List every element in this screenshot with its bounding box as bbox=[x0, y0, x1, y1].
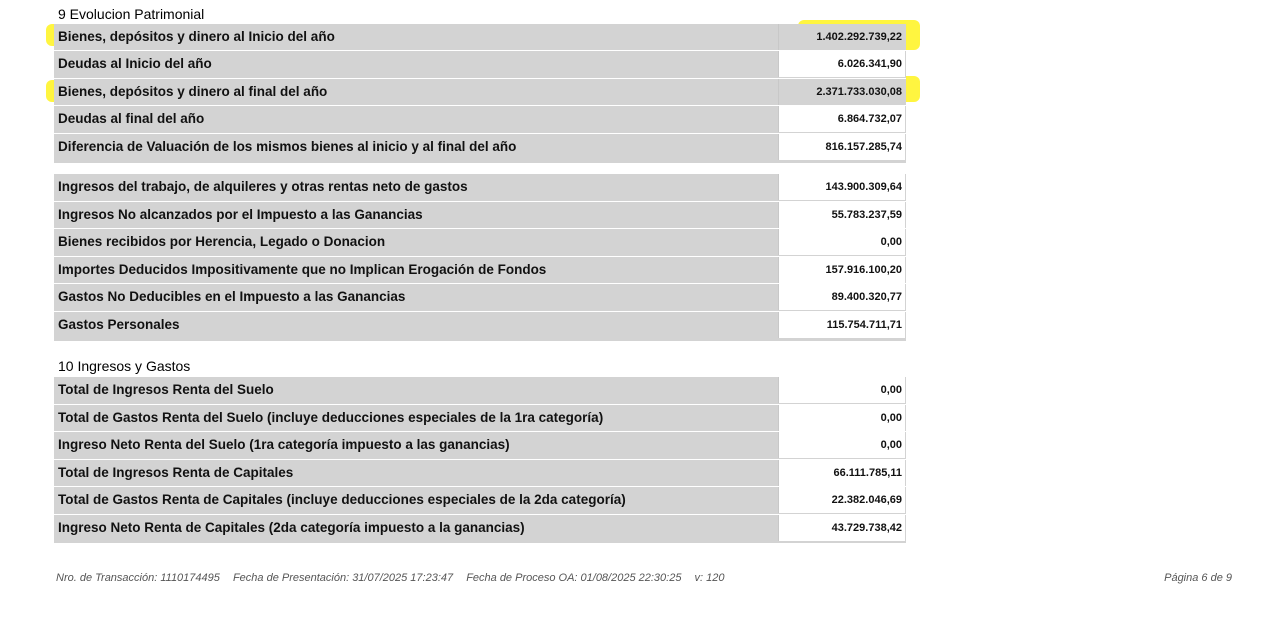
row-value: 43.729.738,42 bbox=[778, 515, 905, 541]
table-row bbox=[54, 79, 906, 106]
row-label: Gastos No Deducibles en el Impuesto a las Ganancias bbox=[58, 289, 406, 304]
row-value: 816.157.285,74 bbox=[778, 134, 905, 160]
table-row bbox=[54, 377, 906, 405]
table-row bbox=[54, 432, 906, 460]
table-row bbox=[54, 487, 906, 515]
presentation-date: Fecha de Presentación: 31/07/2025 17:23:47 bbox=[232, 572, 454, 584]
table-row bbox=[54, 515, 906, 543]
row-value: 55.783.237,59 bbox=[778, 202, 905, 228]
row-label: Gastos Personales bbox=[58, 317, 180, 332]
table-row bbox=[54, 24, 906, 51]
table-row bbox=[54, 284, 906, 312]
row-value: 157.916.100,20 bbox=[778, 257, 905, 283]
ingresos-gastos-table bbox=[54, 377, 906, 543]
row-value: 0,00 bbox=[778, 405, 905, 431]
table-row bbox=[54, 257, 906, 284]
table-row bbox=[54, 312, 906, 340]
row-label: Total de Gastos Renta del Suelo (incluye deducciones especiales de la 1ra categoría) bbox=[58, 410, 604, 425]
row-label: Bienes, depósitos y dinero al final del año bbox=[58, 83, 328, 99]
table-row bbox=[54, 106, 906, 133]
row-value: 6.026.341,90 bbox=[778, 51, 905, 77]
row-value: 115.754.711,71 bbox=[778, 312, 905, 338]
row-label: Diferencia de Valuación de los mismos bienes al inicio y al final del año bbox=[58, 138, 517, 154]
row-label: Bienes recibidos por Herencia, Legado o Donacion bbox=[58, 234, 386, 249]
table-row bbox=[54, 51, 906, 78]
table-row bbox=[54, 460, 906, 487]
row-value: 0,00 bbox=[778, 432, 905, 458]
row-value: 143.900.309,64 bbox=[778, 174, 905, 200]
row-value: 66.111.785,11 bbox=[778, 460, 905, 486]
version-label: v: 120 bbox=[694, 572, 725, 584]
row-value: 89.400.320,77 bbox=[778, 284, 905, 310]
row-label: Importes Deducidos Impositivamente que no Implican Erogación de Fondos bbox=[58, 262, 547, 277]
row-label: Deudas al final del año bbox=[58, 111, 205, 127]
footer-info bbox=[56, 572, 734, 584]
table-row bbox=[54, 229, 906, 257]
section-10-title: 10 Ingresos y Gastos bbox=[58, 358, 191, 374]
row-label: Total de Ingresos Renta de Capitales bbox=[58, 465, 294, 480]
table-row bbox=[54, 405, 906, 432]
row-label: Deudas al Inicio del año bbox=[58, 56, 212, 72]
row-label: Total de Ingresos Renta del Suelo bbox=[58, 382, 274, 397]
row-value: 1.402.292.739,22 bbox=[778, 24, 905, 50]
patrimonial-table-2 bbox=[54, 174, 906, 341]
table-row bbox=[54, 174, 906, 202]
row-value: 2.371.733.030,08 bbox=[778, 79, 905, 105]
row-value: 0,00 bbox=[778, 377, 905, 403]
transaction-number: Nro. de Transacción: 1110174495 bbox=[56, 572, 220, 584]
row-value: 6.864.732,07 bbox=[778, 106, 905, 132]
patrimonial-table-1 bbox=[54, 24, 906, 163]
row-label: Ingreso Neto Renta de Capitales (2da categoría impuesto a la ganancias) bbox=[58, 520, 525, 535]
page-number: Página 6 de 9 bbox=[1164, 572, 1232, 584]
row-label: Ingreso Neto Renta del Suelo (1ra categoría impuesto a las ganancias) bbox=[58, 437, 510, 452]
row-value: 22.382.046,69 bbox=[778, 487, 905, 513]
row-label: Bienes, depósitos y dinero al Inicio del año bbox=[58, 29, 335, 44]
table-row bbox=[54, 202, 906, 229]
section-9-title: 9 Evolucion Patrimonial bbox=[58, 6, 205, 22]
table-row bbox=[54, 134, 906, 161]
row-label: Total de Gastos Renta de Capitales (incluye deducciones especiales de la 2da categoría) bbox=[58, 492, 626, 507]
process-date: Fecha de Proceso OA: 01/08/2025 22:30:25 bbox=[466, 572, 682, 584]
row-label: Ingresos del trabajo, de alquileres y otras rentas neto de gastos bbox=[58, 179, 468, 194]
row-label: Ingresos No alcanzados por el Impuesto a las Ganancias bbox=[58, 207, 423, 222]
row-value: 0,00 bbox=[778, 229, 905, 255]
